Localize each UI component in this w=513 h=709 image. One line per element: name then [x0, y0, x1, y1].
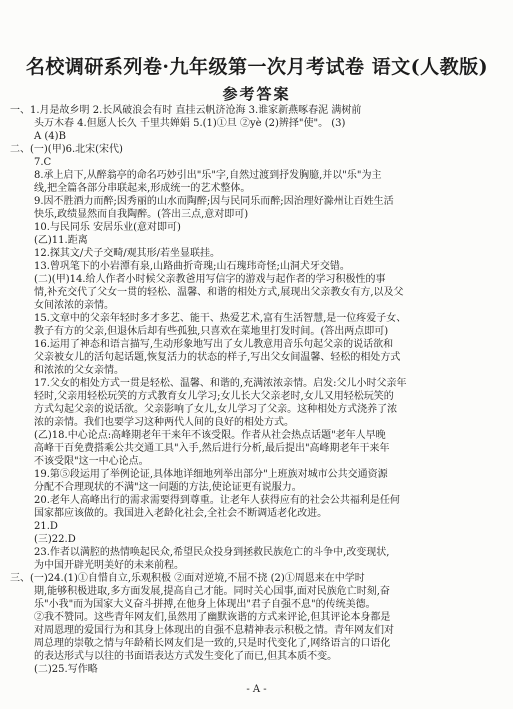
answer-line: 21.D	[34, 521, 58, 532]
answer-line: 父亲被女儿的活句起话题,恢复活力的状态的样子,写出父女间温馨、轻松的相处方式	[34, 352, 401, 363]
answer-line: 7.C	[34, 157, 52, 168]
answer-line: (二)(甲)14.给人作者小时候父亲教爸用写信字的游戏与起作者的学习积极性的事	[34, 274, 386, 285]
answer-line: 为中国开辟光明美好的未来前程。	[34, 560, 184, 571]
answer-line: 对周恩理的爱国行为和其身上体现出的自强不息精神表示积极之情。青年网友们对	[34, 625, 394, 636]
answer-line: 二、(一)(甲)6.北宋(宋代)	[10, 144, 123, 155]
answer-line: 轻时,父亲用轻松玩笑的方式教育女儿学习;女儿长大父亲老时,女儿又用轻松玩笑的	[34, 391, 394, 402]
page-number: - A -	[246, 684, 267, 695]
answer-line: 20.老年人高峰出行的需求需要得到尊重。让老年人获得应有的社会公共福利是任何	[34, 495, 400, 506]
answer-line: 女间浓浓的亲情。	[34, 300, 114, 311]
answer-line: 一、1.月是故乡明 2.长风破浪会有时 直挂云帆济沧海 3.谁家新燕啄春泥 满树前	[10, 105, 362, 116]
answer-line: 的表达形式与以往的书面语表达方式发生变化了而已,但其本质不变。	[34, 651, 338, 662]
answer-line: 13.曾巩笔下的小岩潭有泉,山路曲折奇瑰;山石瑰玮奇怪;山洞犬牙交错。	[34, 261, 350, 272]
answer-line: 19.第⑤段运用了举例论证,具体地详细地列举出部分"上班族对城市公共交通资源	[34, 469, 388, 480]
answer-line: A (4)B	[34, 131, 66, 142]
answer-line: (二)25.写作略	[34, 664, 98, 675]
answer-line: (乙)11.距离	[34, 235, 88, 246]
answer-line: 高峰干百免费搭乘公共交通工具"入手,然后进行分析,最后提出"高峰期老年干来年	[34, 443, 390, 454]
answer-line: (乙)18.中心论点:高峰期老年干来年不该受限。作者从社会热点话题"老年人早晚	[34, 430, 386, 441]
answer-list	[10, 104, 500, 676]
answer-line: 分配不合理现状的不满"这一问题的方法,使论证更有说服力。	[34, 482, 302, 493]
answer-line: 12.探其文/犬子交畸/观其形/若坐显联挂。	[34, 248, 221, 259]
answer-line: 周总理的崇敬之情与年龄稍长网友们是一致的,只是时代变化了,网络语言的口语化	[34, 638, 391, 649]
page-subtitle: 参考答案	[222, 85, 291, 103]
answer-line: 和浓浓的父女亲情。	[34, 365, 124, 376]
answer-line: 快乐,政绩显然而自我陶醉。(答出三点,意对即可)	[34, 209, 249, 220]
answer-line: 8.承上启下,从醉翁亭的命名巧妙引出"乐"字,自然过渡到抒发胸臆,并以"乐"为主	[34, 170, 382, 181]
answer-line: 浓的亲情。我们也要学习这种两代人间的良好的相处方式。	[34, 417, 294, 428]
answer-line: 头万木春 4.但愿人长久 千里共婵娟 5.(1)①旦 ②yè (2)辨择"使"。 (3)	[34, 118, 346, 129]
answer-line: 期,能够积极进取,多方面发展,提高自己才能。同时关心国事,面对民族危亡时刻,奋	[34, 586, 390, 597]
answer-line: 线,把全篇各部分串联起来,形成统一的艺术整体。	[34, 183, 251, 194]
answer-line: 情,补充交代了父女一贯的轻松、温馨、和谐的相处方式,展现出父亲教女有方,以及父	[34, 287, 404, 298]
page-title: 名校调研系列卷·九年级第一次月考试卷 语文(人教版)	[25, 56, 489, 78]
answer-line: 17.父女的相处方式一贯是轻松、温馨、和谐的,充满浓浓亲情。启发:父儿小时父亲年	[34, 378, 407, 389]
answer-line: 国家都应该做的。我国进入老龄化社会,全社会不断调适老化改进。	[34, 508, 328, 519]
answer-line: 教子有方的父亲,但退休后却有些孤独,只喜欢在菜地里打发时间。(答出两点即可)	[34, 326, 389, 337]
answer-line: 不该受限"这一中心论点。	[34, 456, 149, 467]
answer-line: 23.作者以满腔的热情唤起民众,希望民众投身到拯救民族危亡的斗争中,改变现状,	[34, 547, 390, 558]
answer-line: 方式勾起父亲的说话欲。父亲影响了女儿,女儿学习了父亲。这种相处方式浇养了浓	[34, 404, 398, 415]
answer-line: 三、(一)24.(1)①自惜自立,乐观积极 ②面对逆境,不屈不挠 (2)①周恩来在中学时	[10, 573, 365, 584]
answer-line: 9.因不胜酒力而醉;因秀丽的山水而陶醉;因与民同乐而醉;因治理好滁州让百姓生活	[34, 196, 394, 207]
answer-line: 15.文章中的父亲年轻时多才多艺、能干、热爱艺术,富有生活智慧,是一位疼爱子女、	[34, 313, 407, 324]
answer-line: (三)22.D	[34, 534, 76, 545]
answer-line: 10.与民同乐 安居乐业(意对即可)	[34, 222, 181, 233]
answer-line: 乐"小我"而为国家大义奋斗拼搏,在他身上体现出"君子自强不息"的传统美德。	[34, 599, 376, 610]
answer-line: 16.运用了神态和语言描写,生动形象地写出了女儿教意用音乐句起父亲的说话欲和	[34, 339, 394, 350]
answer-line: ②我不赞同。这些青年网友们,虽然用了幽默诙谐的方式来评论,但其评论本身都是	[34, 612, 391, 623]
